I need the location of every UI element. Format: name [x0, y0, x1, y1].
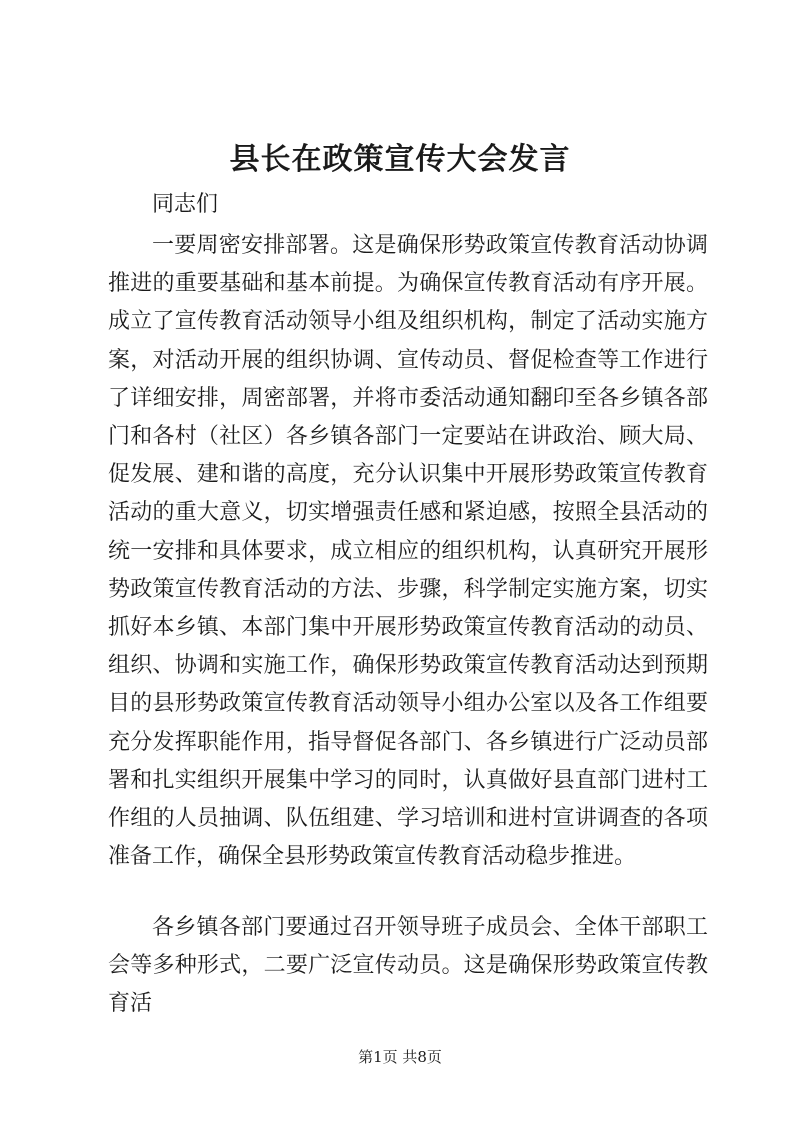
paragraph: 各乡镇各部门要通过召开领导班子成员会、全体干部职工会等多种形式，二要广泛宣传动员。这是确保形势政策宣传教育活: [108, 915, 708, 1017]
document-title: 县长在政策宣传大会发言: [229, 142, 571, 177]
paragraph-1-container: [108, 227, 708, 876]
paragraph: 一要周密安排部署。这是确保形势政策宣传教育活动协调推进的重要基础和基本前提。为确保宣传教育活动有序开展。成立了宣传教育活动领导小组及组织机构，制定了活动实施方案，对活动开展的组织协调、宣传动员、督促检查等工作进行了详细安排，周密部署，并将市委活动通知翻印至各乡镇各部门和各村（社区）各乡镇各部门一定要站在讲政治、顾大局、促发展、建和谐的高度，充分认识集中开展形势政策宣传教育活动的重大意义，切实增强责任感和紧迫感，按照全县活动的统一安排和具体要求，成立相应的组织机构，认真研究开展形势政策宣传教育活动的方法、步骤，科学制定实施方案，切实抓好本乡镇、本部门集中开展形势政策宣传教育活动的动员、组织、协调和实施工作，确保形势政策宣传教育活动达到预期目的县形势政策宣传教育活动领导小组办公室以及各工作组要充分发挥职能作用，指导督促各部门、各乡镇进行广泛动员部署和扎实组织开展集中学习的同时，认真做好县直部门进村工作组的人员抽调、队伍组建、学习培训和进村宣讲调查的各项准备工作，确保全县形势政策宣传教育活动稳步推进。: [108, 233, 708, 870]
paragraph-2-container: [108, 909, 708, 1024]
page-footer: 第1页 共8页: [358, 1048, 442, 1066]
salutation: 同志们: [152, 192, 219, 217]
